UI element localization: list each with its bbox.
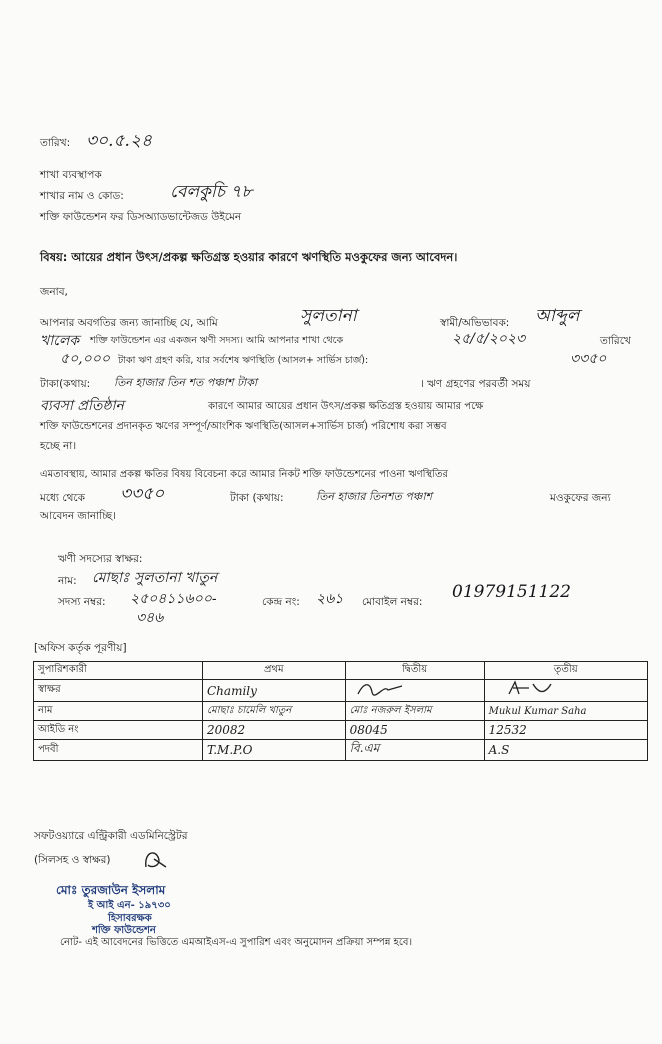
row-label-designation: পদবী — [34, 740, 203, 761]
branch-value: বেলকুচি ৭৮ — [170, 182, 253, 202]
applicant-name-handwritten: সুলতানা — [300, 306, 357, 326]
body-line-2b: তারিখে — [600, 335, 631, 347]
table-row — [34, 702, 648, 721]
stamp-name: মোঃ তুরজাউন ইসলাম — [56, 883, 166, 897]
org-line: শক্তি ফাউন্ডেশন ফর ডিসঅ্যাডভান্টেজড উইমেন — [40, 211, 242, 223]
row-label-id: আইডি নং — [34, 721, 203, 740]
name-second: মোঃ নজরুল ইসলাম — [345, 702, 484, 721]
body-p2-line-3: আবেদন জানাচ্ছি। — [40, 510, 116, 522]
salutation: জনাব, — [40, 286, 68, 298]
guardian-handwritten: আব্দুল — [535, 306, 580, 326]
id-second: 08045 — [345, 721, 484, 740]
stamp-org: শক্তি ফাউন্ডেশন — [92, 925, 156, 936]
table-header-row — [34, 662, 648, 680]
body-line-5: কারণে আমার আয়ের প্রধান উৎস/প্রকল্প ক্ষতিগ্রস্ত হওয়ায় আমার পক্ষে — [208, 401, 484, 412]
date-value: ৩০.৫.২৪ — [86, 131, 153, 151]
loan-amount-handwritten: ৫০,০০০ — [60, 351, 110, 367]
body-line-4b: । ঋণ গ্রহণের পরবর্তী সময় — [420, 378, 531, 390]
signature-second — [345, 680, 484, 702]
officer-signature-icon — [140, 847, 170, 873]
member-id-handwritten: ২৫০৪১১৬০০- — [130, 591, 217, 607]
table-col-third: তৃতীয় — [484, 662, 647, 680]
stamp-id: ই আই এন- ১৯৭৩০ — [88, 900, 171, 911]
center-label: কেন্দ্র নং: — [262, 596, 300, 608]
recommender-table — [33, 661, 648, 761]
mobile-label: মোবাইল নম্বর: — [362, 596, 423, 608]
office-label: [অফিস কর্তৃক পূরণীয়] — [34, 642, 127, 654]
signature-third — [484, 680, 647, 702]
cause-handwritten: ব্যবসা প্রতিষ্ঠান — [40, 398, 124, 414]
member-name-label: নাম: — [58, 575, 77, 587]
body-p2-line-1: এমতাবস্থায়, আমার প্রকল্প ক্ষতির বিষয় বিবেচনা করে আমার নিকট শক্তি ফাউন্ডেশনের পাওনা ঋণস্থিতির — [40, 469, 449, 480]
designation-first: T.M.P.O — [203, 740, 346, 761]
body-line-7: হচ্ছে না। — [40, 440, 77, 452]
member-name-handwritten: মোছাঃ সুলতানা খাতুন — [92, 570, 218, 586]
table-col-first: প্রথম — [203, 662, 346, 680]
subject-line: বিষয়: আয়ের প্রধান উৎস/প্রকল্প ক্ষতিগ্রস্ত হওয়ার কারণে ঋণস্থিতি মওকুফের জন্য আবেদন। — [40, 250, 458, 264]
loan-date-handwritten: ২৫/৫/২০২৩ — [452, 331, 526, 347]
body-line-3: টাকা ঋণ গ্রহণ করি, যার সর্বশেষ ঋণস্থিতি (আসল+ সার্ভিস চার্জ): — [118, 355, 369, 366]
body-line-1b: স্বামী/অভিভাবক: — [440, 317, 510, 329]
name-first: মোছাঃ চামেলি খাতুন — [203, 702, 346, 721]
table-col-second: দ্বিতীয় — [345, 662, 484, 680]
stamp-role: হিসাবরক্ষক — [108, 913, 152, 924]
table-row — [34, 680, 648, 702]
waive-amount-handwritten: ৩৩৫০ — [120, 484, 165, 504]
id-third: 12532 — [484, 721, 647, 740]
row-label-signature: স্বাক্ষর — [34, 680, 203, 702]
signature-first: Chamily — [203, 680, 346, 702]
branch-label: শাখার নাম ও কোড: — [40, 190, 124, 202]
approver-label: সফটওয়্যারে এন্ট্রিকারী এডমিনিস্ট্রেটর — [34, 830, 188, 842]
waive-words-handwritten: তিন হাজার তিনশত পঞ্চাশ — [316, 490, 433, 503]
member-id-handwritten-2: ৩৪৬ — [136, 610, 164, 626]
table-col-header: সুপারিশকারী — [34, 662, 203, 680]
table-row — [34, 740, 648, 761]
id-first: 20082 — [203, 721, 346, 740]
designation-second: বি.এম — [345, 740, 484, 761]
name-third: Mukul Kumar Saha — [484, 702, 647, 721]
designation-third: A.S — [484, 740, 647, 761]
balance-words-handwritten: তিন হাজার তিন শত পঞ্চাশ টাকা — [114, 376, 258, 389]
member-sign-label: ঋণী সদস্যের স্বাক্ষর: — [58, 553, 143, 565]
manager-label: শাখা ব্যবস্থাপক — [40, 169, 102, 181]
table-row — [34, 721, 648, 740]
body-line-6: শক্তি ফাউন্ডেশনের প্রদানকৃত ঋণের সম্পূর্ণ/আংশিক ঋণস্থিতি(আসল+সার্ভিস চার্জ) পরিশোধ করা সম্ভব — [40, 421, 447, 432]
seal-label: (সিলসহ ও স্বাক্ষর) — [34, 854, 111, 866]
guardian-handwritten-2: খালেক — [40, 333, 80, 349]
body-p2-line-2a: মধ্যে থেকে — [40, 492, 85, 504]
body-p2-line-2b: টাকা (কথায়: — [230, 492, 284, 504]
body-p2-line-2c: মওকুফের জন্য — [550, 492, 611, 504]
body-line-1a: আপনার অবগতির জন্য জানাচ্ছি যে, আমি — [40, 317, 218, 329]
balance-handwritten: ৩৩৫০ — [570, 351, 607, 367]
member-id-label: সদস্য নম্বর: — [58, 596, 106, 608]
row-label-name: নাম — [34, 702, 203, 721]
footer-note: নোট- এই আবেদনের ভিত্তিতে এমআইএস-এ সুপারিশ এবং অনুমোদন প্রক্রিয়া সম্পন্ন হবে। — [60, 937, 413, 948]
mobile-handwritten: 01979151122 — [452, 582, 571, 602]
body-line-2: শক্তি ফাউন্ডেশন এর একজন ঋণী সদস্য। আমি আপনার শাখা থেকে — [90, 335, 344, 346]
date-label: তারিখ: — [40, 137, 71, 149]
body-line-4a: টাকা(কথায়: — [40, 378, 91, 390]
center-handwritten: ২৬১ — [316, 591, 344, 607]
